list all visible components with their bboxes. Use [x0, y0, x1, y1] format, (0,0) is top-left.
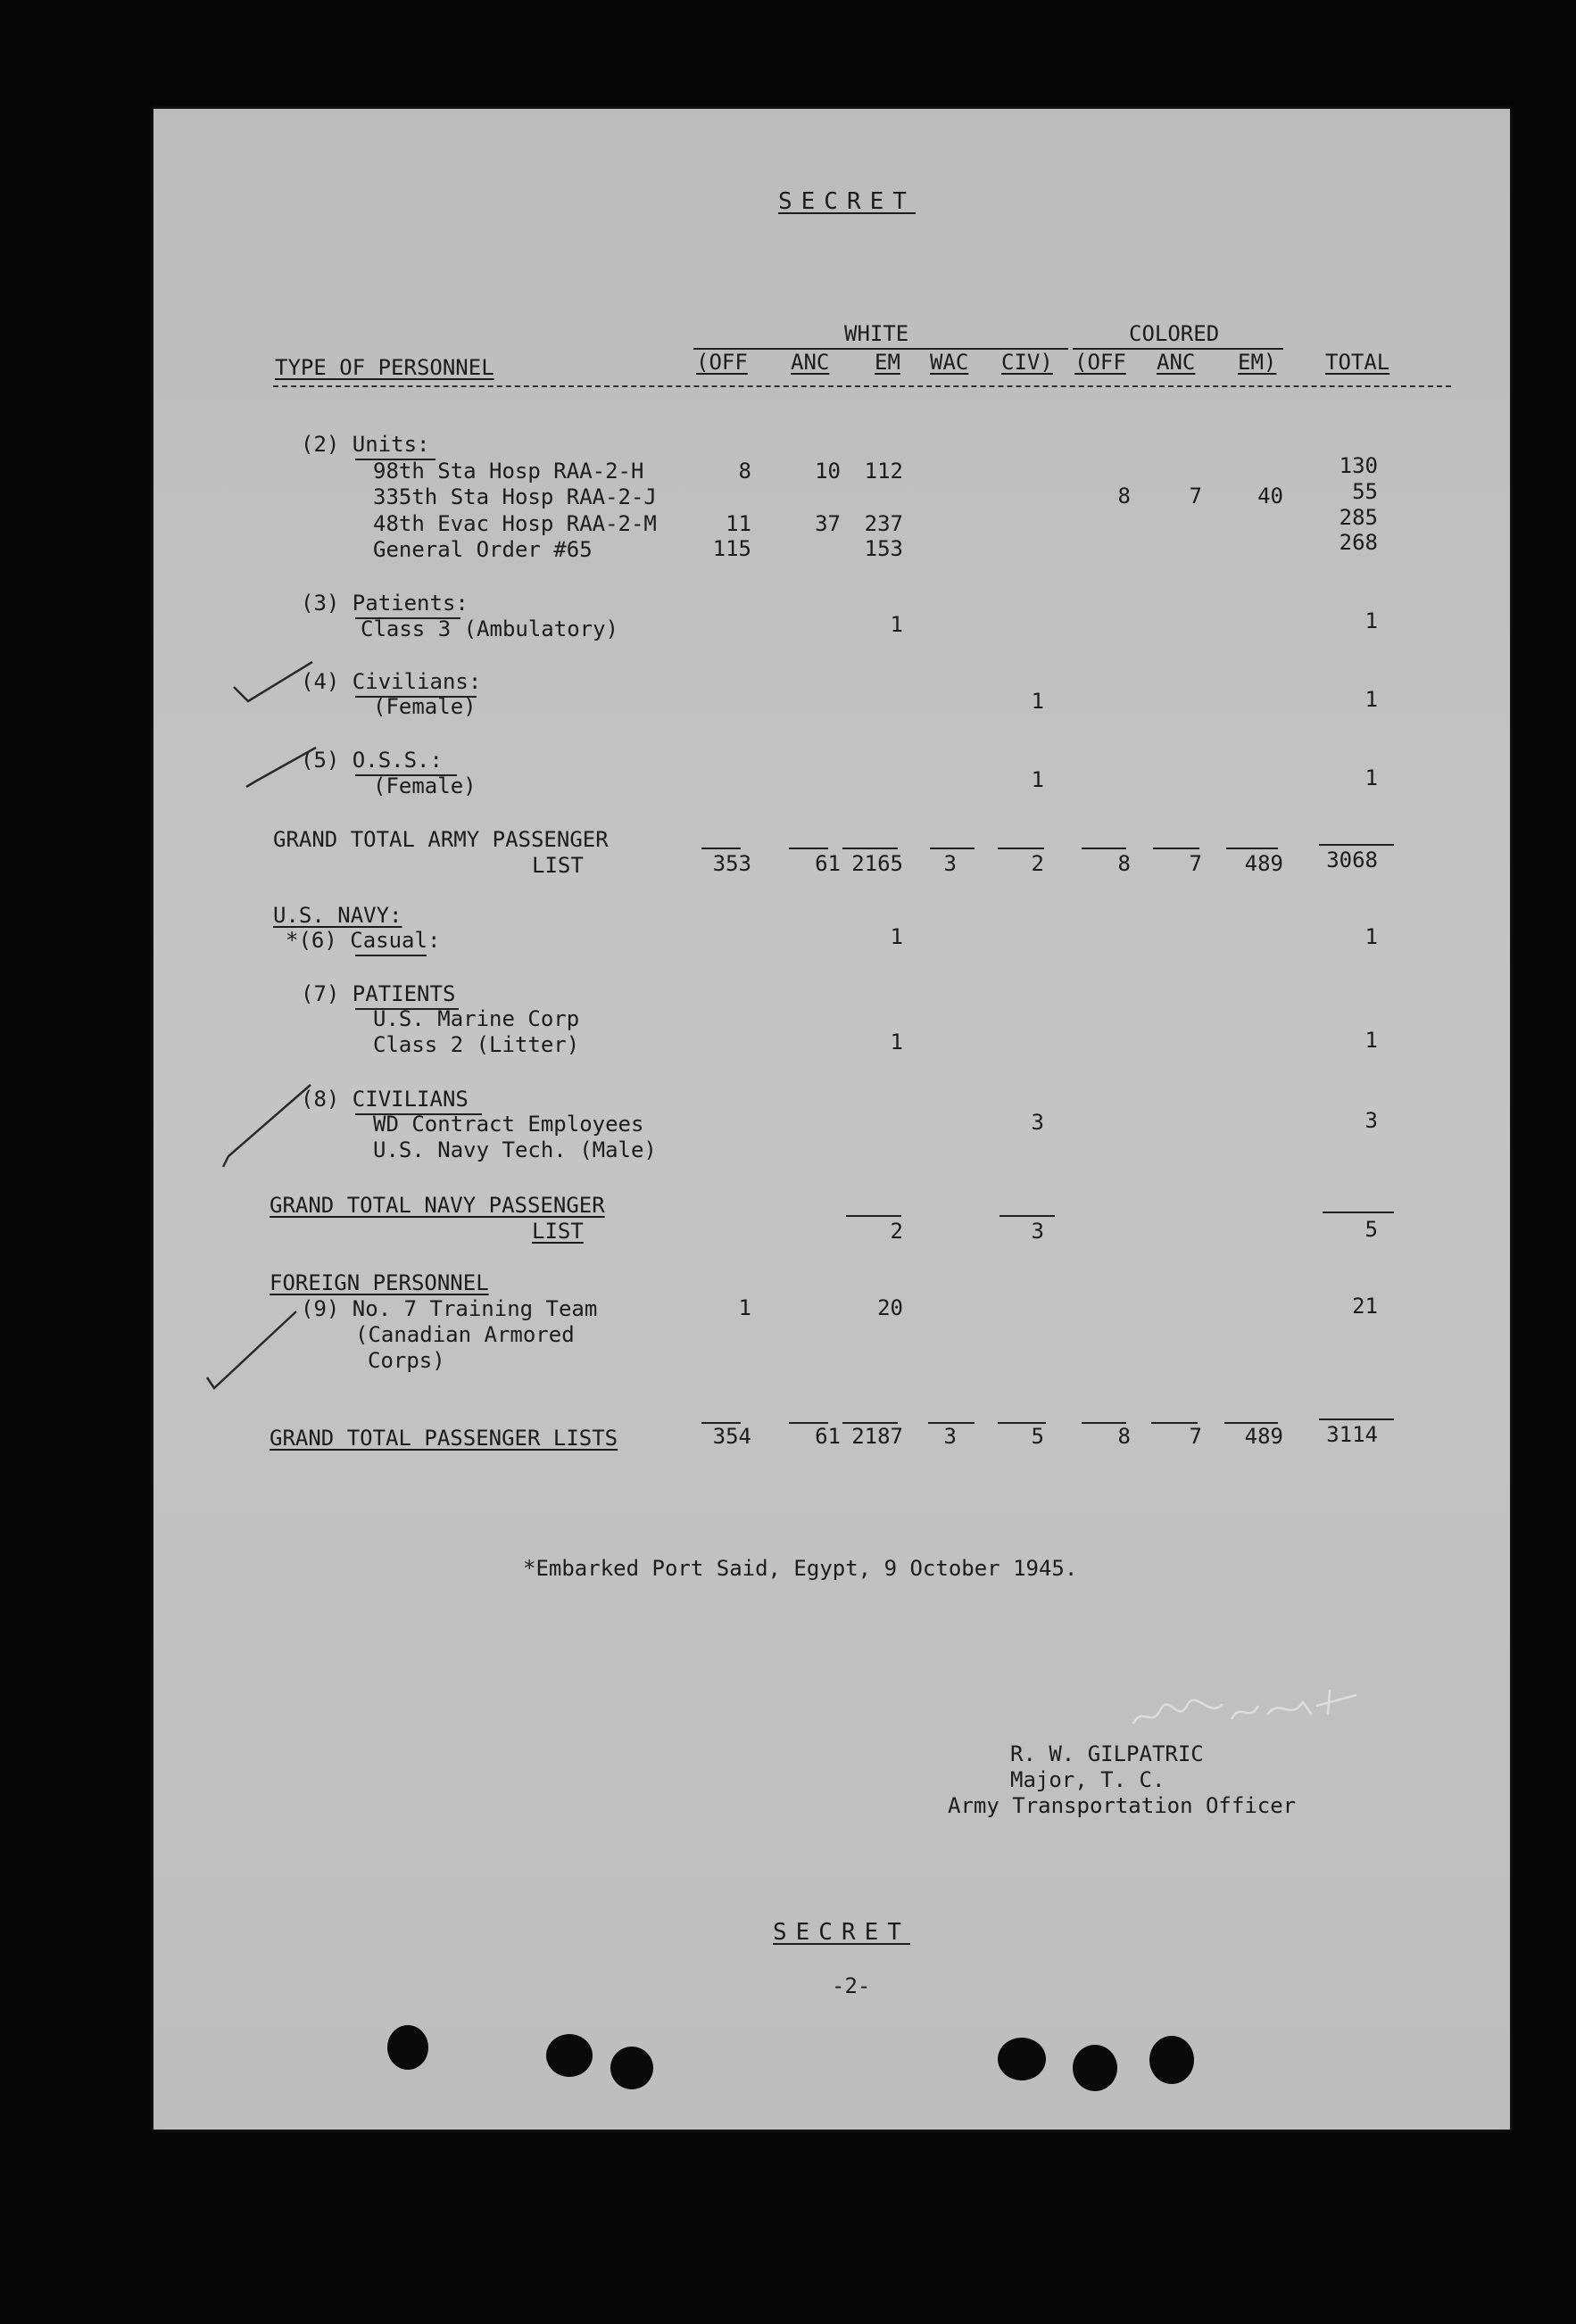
- total-w-anc: 61: [815, 851, 841, 876]
- cell-w-anc: 10: [815, 459, 841, 484]
- col-total: TOTAL: [1325, 350, 1390, 375]
- casual-underline: [355, 955, 427, 956]
- sum-rule: [846, 1215, 901, 1217]
- grand-c-anc: 7: [1189, 1424, 1202, 1449]
- grand-total-label: GRAND TOTAL PASSENGER LISTS: [270, 1426, 618, 1451]
- cell-w-off: 8: [738, 459, 751, 484]
- classification-header: SECRET: [778, 188, 916, 215]
- punch-hole: [998, 2038, 1046, 2080]
- cell-total: 1: [1364, 924, 1378, 949]
- grand-w-civ: 5: [1031, 1424, 1044, 1449]
- document-page: [153, 109, 1510, 2130]
- sum-rule: [1000, 1215, 1055, 1217]
- col-colored-anc: ANC: [1157, 350, 1196, 375]
- grand-total-value: 3114: [1326, 1422, 1378, 1447]
- navy-civilians-line2: U.S. Navy Tech. (Male): [373, 1137, 657, 1162]
- sum-rule: [1153, 848, 1199, 849]
- cell-total: 1: [1364, 765, 1378, 790]
- sum-rule: [789, 848, 828, 849]
- cell-total: 1: [1364, 608, 1378, 633]
- navy-heading: U.S. NAVY:: [273, 903, 402, 928]
- punch-hole: [546, 2034, 593, 2077]
- navy-civilians-line1: WD Contract Employees: [373, 1112, 644, 1137]
- sum-rule: [1082, 848, 1126, 849]
- white-group-header: WHITE: [844, 321, 909, 346]
- cell-w-anc: 37: [815, 511, 841, 536]
- sum-rule: [998, 848, 1044, 849]
- cell-c-off: 8: [1117, 484, 1131, 509]
- type-of-personnel-header: TYPE OF PERSONNEL: [275, 355, 494, 380]
- navy-civilians-heading: (8) CIVILIANS: [301, 1087, 469, 1112]
- navy-patients-heading: (7) PATIENTS: [301, 981, 456, 1006]
- cell-total: 130: [1339, 453, 1378, 478]
- cell-w-off: 11: [726, 511, 751, 536]
- cell-total: 1: [1364, 687, 1378, 712]
- classification-footer: SECRET: [773, 1919, 910, 1946]
- cell-w-civ: 1: [1031, 689, 1044, 714]
- check-mark-icon: [203, 1306, 302, 1395]
- foreign-line3: Corps): [368, 1348, 445, 1373]
- sum-rule: [1226, 848, 1278, 849]
- cell-total: 21: [1352, 1294, 1378, 1319]
- unit-label: 335th Sta Hosp RAA-2-J: [373, 484, 657, 509]
- cell-w-civ: 3: [1031, 1110, 1044, 1135]
- civilians-label: (Female): [373, 694, 477, 719]
- civilians-heading: (4) Civilians:: [301, 669, 482, 694]
- cell-total: 1: [1364, 1028, 1378, 1053]
- navy-total-label-list: LIST: [532, 1219, 584, 1244]
- cell-w-em: 1: [890, 612, 903, 637]
- total-c-anc: 7: [1189, 851, 1202, 876]
- grand-w-em: 2187: [851, 1424, 903, 1449]
- cell-w-em: 237: [864, 511, 903, 536]
- cell-total: 268: [1339, 530, 1378, 555]
- units-heading: (2) Units:: [301, 432, 430, 457]
- unit-label: 48th Evac Hosp RAA-2-M: [373, 511, 657, 536]
- col-white-civ: CIV): [1001, 350, 1053, 375]
- punch-hole: [610, 2047, 653, 2089]
- total-c-off: 8: [1117, 851, 1131, 876]
- sum-rule: [930, 848, 975, 849]
- total-w-off: 353: [712, 851, 751, 876]
- cell-total: 285: [1339, 505, 1378, 530]
- navy-patients-line2: Class 2 (Litter): [373, 1032, 580, 1057]
- sum-rule: [842, 848, 898, 849]
- cell-w-em: 20: [877, 1295, 903, 1320]
- foreign-heading: FOREIGN PERSONNEL: [270, 1270, 489, 1295]
- grand-c-em: 489: [1244, 1424, 1283, 1449]
- sum-rule: [701, 848, 741, 849]
- colored-group-header: COLORED: [1129, 321, 1220, 346]
- total-w-em: 2165: [851, 851, 903, 876]
- unit-label: 98th Sta Hosp RAA-2-H: [373, 459, 644, 484]
- page-number: -2-: [832, 1973, 871, 1998]
- signer-name: R. W. GILPATRIC: [1010, 1741, 1204, 1766]
- patients-heading: (3) Patients:: [301, 591, 469, 616]
- cell-total: 3: [1364, 1108, 1378, 1133]
- cell-w-em: 1: [890, 924, 903, 949]
- cell-w-em: 153: [864, 536, 903, 561]
- signer-rank: Major, T. C.: [1010, 1767, 1165, 1792]
- sum-rule: [1323, 1212, 1394, 1213]
- oss-label: (Female): [373, 773, 477, 798]
- cell-w-off: 1: [738, 1295, 751, 1320]
- navy-casual-heading: *(6) Casual:: [286, 928, 441, 953]
- cell-w-off: 115: [712, 536, 751, 561]
- grand-w-anc: 61: [815, 1424, 841, 1449]
- total-w-civ: 3: [1031, 1219, 1044, 1244]
- punch-hole: [1149, 2036, 1194, 2084]
- foreign-line2: (Canadian Armored: [355, 1322, 575, 1347]
- sum-rule: [1319, 844, 1394, 846]
- total-grand: 5: [1364, 1217, 1378, 1242]
- col-white-em: EM: [875, 350, 900, 375]
- cell-w-em: 1: [890, 1030, 903, 1054]
- army-total-label: GRAND TOTAL ARMY PASSENGER: [273, 827, 609, 852]
- total-w-wac: 3: [943, 851, 957, 876]
- col-white-wac: WAC: [930, 350, 969, 375]
- cell-w-em: 112: [864, 459, 903, 484]
- grand-w-off: 354: [712, 1424, 751, 1449]
- grand-w-wac: 3: [943, 1424, 957, 1449]
- handwritten-signature: [1124, 1679, 1392, 1750]
- oss-heading: (5) O.S.S.:: [301, 748, 443, 773]
- total-w-civ: 2: [1031, 851, 1044, 876]
- navy-patients-line1: U.S. Marine Corp: [373, 1006, 580, 1031]
- army-total-label-list: LIST: [532, 853, 584, 878]
- col-white-off: (OFF: [696, 350, 748, 375]
- total-c-em: 489: [1244, 851, 1283, 876]
- unit-label: General Order #65: [373, 537, 593, 562]
- signer-title: Army Transportation Officer: [948, 1793, 1297, 1818]
- col-white-anc: ANC: [791, 350, 830, 375]
- check-mark-icon: [243, 742, 323, 796]
- total-grand: 3068: [1326, 848, 1378, 873]
- col-colored-em: EM): [1238, 350, 1277, 375]
- cell-w-civ: 1: [1031, 767, 1044, 792]
- check-mark-icon: [220, 1081, 318, 1170]
- foreign-line1: (9) No. 7 Training Team: [301, 1296, 598, 1321]
- cell-c-anc: 7: [1189, 484, 1202, 509]
- header-divider: [273, 385, 1451, 387]
- sum-rule: [1319, 1418, 1394, 1420]
- check-mark-icon: [230, 658, 319, 712]
- grand-c-off: 8: [1117, 1424, 1131, 1449]
- punch-hole: [1073, 2045, 1117, 2091]
- patients-label: Class 3 (Ambulatory): [361, 616, 618, 641]
- cell-total: 55: [1352, 479, 1378, 504]
- navy-total-label: GRAND TOTAL NAVY PASSENGER: [270, 1193, 605, 1218]
- cell-c-em: 40: [1257, 484, 1283, 509]
- punch-hole: [387, 2025, 428, 2070]
- total-w-em: 2: [890, 1219, 903, 1244]
- footnote: *Embarked Port Said, Egypt, 9 October 1945.: [523, 1556, 1078, 1581]
- col-colored-off: (OFF: [1074, 350, 1126, 375]
